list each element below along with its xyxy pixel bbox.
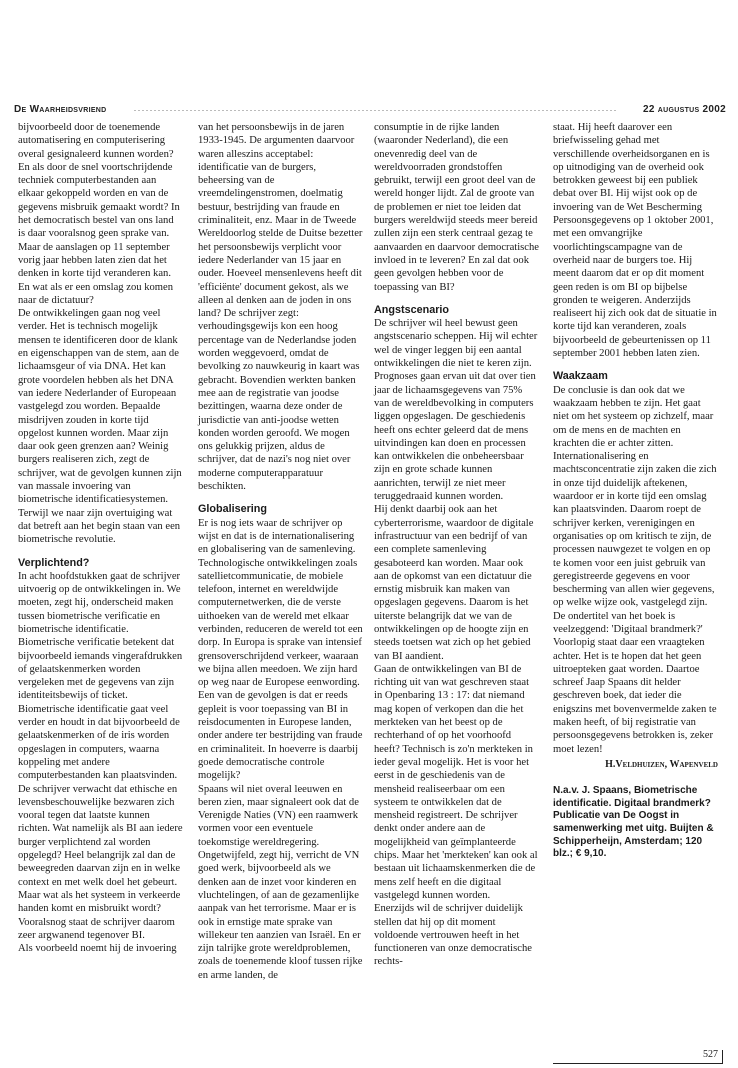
paragraph: Enerzijds wil de schrijver duidelijk stellen dat hij op dit moment voldoende vertrouwen heeft in het functioneren van onze democratische rechts- bbox=[374, 903, 532, 968]
paragraph: staat. Hij heeft daarover een briefwisseling gehad met verschillende overheidsorganen en is op uitnodiging van de overheid ook betrokken geweest bij een publiek debat over BI. Hij wijst ook op de invoering van de Wet Bescherming Persoonsgegevens op 1 oktober 2001, met een omvangrijke voorlichtingscampagne van de overheid naar de burgers toe. Hij meent daarom dat er op dit moment geen reden is om BI op bijbelse gronden te weigeren. Anderzijds realiseert hij zich ook dat de situatie in korte tijd kan veranderen, zoals bijvoorbeeld de gebeurtenissen op 11 september 2001 hebben laten zien. bbox=[553, 122, 717, 360]
footer-rule bbox=[553, 1063, 723, 1064]
section-heading: Verplichtend? bbox=[18, 556, 90, 569]
paragraph: De conclusie is dan ook dat we waakzaam hebben te zijn. Het gaat niet om het systeem op zichzelf, maar om de mens en de machten en krachten die er achter zitten. Internationalisering en machtsconcentratie zijn zaken die zich in onze tijd duidelijk aftekenen, waardoor er in korte tijd een omslag kan plaatsvinden. Daarom roept de schrijver kerken, verenigingen en organisaties op om kritisch te zijn, de processen nauwgezet te volgen en op te komen voor een juist gebruik van geregistreerde gegevens en voor bescherming van allen wier gegevens, op welke wijze ook, vastgelegd zijn. bbox=[553, 384, 717, 609]
issue-date: 22 augustus 2002 bbox=[642, 104, 726, 115]
section-heading: Waakzaam bbox=[553, 370, 608, 383]
paragraph: In acht hoofdstukken gaat de schrijver uitvoerig op de ontwikkelingen in. We moeten, zegt hij, onderscheid maken tussen biometrische verificatie en biometrische identificatie. Biometrische verificatie betekent dat bijvoorbeeld iemands vingerafdrukken of gelaatskenmerken worden vergeleken met de gegevens van zijn identiteitsbewijs of ticket. Biometrische identificatie gaat veel verder en houdt in dat bijvoorbeeld de gelaatskenmerken of de iris worden opgeslagen in computers, waarna koppeling met andere computerbestanden kan plaatsvinden. De schrijver verwacht dat ethische en levensbeschouwelijke bezwaren zich vooral tegen dat laatste kunnen richten. Wat namelijk als BI aan iedere burger verplichtend zal worden opgelegd? Heel belangrijk zal dan de beweegreden daarvan zijn en in welke context en met welk doel het gebeurt. Maar wat als het systeem in verkeerde handen komt en misbruikt wordt? Vooralsnog staat de schrijver daarom zeer argwanend tegenover BI. bbox=[18, 570, 183, 941]
section-heading: Angstscenario bbox=[374, 303, 449, 316]
header-rule bbox=[134, 110, 616, 111]
section-heading: Globalisering bbox=[198, 503, 267, 516]
column-3 bbox=[374, 121, 539, 969]
footer-tick bbox=[722, 1050, 723, 1064]
paragraph: Hij denkt daarbij ook aan het cyberterrorisme, waardoor de digitale infrastructuur van een bedrijf of van een complete samenleving gesaboteerd kan worden. Maar ook aan de opkomst van een dictatuur die ernstig misbruik kan maken van opgeslagen gegevens. Daarom is het uiterste belangrijk dat we van de ontwikkelingen op de hoogte zijn en steeds toetsen wat zich op het gebied van BI aandient. bbox=[374, 504, 534, 662]
paragraph: Spaans wil niet overal leeuwen en beren zien, maar signaleert ook dat de Verenigde Naties (VN) een raamwerk vormen voor een eventuele toekomstige wereldregering. Ongetwijfeld, zegt hij, verricht de VN goed werk, bijvoorbeeld als we denken aan de inzet voor kinderen en vluchtelingen, of aan de gezamenlijke aanpak van het terrorisme. Maar er is ook in ernstige mate sprake van willekeur ten aanzien van Israël. En er zijn talrijke grote wereldproblemen, zoals de toenemende kloof tussen rijke en arme landen, de bbox=[198, 783, 363, 981]
paragraph: consumptie in de rijke landen (waaronder Nederland), die een onevenredig deel van de wereldvoorraden grondstoffen gebruikt, terwijl een groot deel van de wereld honger lijdt. Zal de groote van de problemen er niet toe leiden dat burgers wereldwijd steeds meer bereid zullen zijn een sterk centraal gezag te aanvaarden en daarvoor democratische invloed in te leveren? En zal dat ook geen gevolgen hebben voor de toepassing van BI? bbox=[374, 122, 539, 293]
paragraph: Als voorbeeld noemt hij de invoering bbox=[18, 943, 177, 955]
paragraph: bijvoorbeeld door de toenemende automatisering en computerisering overal gesignaleerd kunnen worden? En als door de snel voortschrijdende techniek computerbestanden aan elkaar gekoppeld worden en van de gegevens misbruik gemaakt wordt? In het democratisch bestel van ons land is daar vooralsnog geen sprake van. Maar de aanslagen op 11 september vorig jaar hebben laten zien dat het denken in korte tijd veranderen kan. En wat als er een omslag zou komen naar de dictatuur? bbox=[18, 122, 180, 306]
paragraph: De ontwikkelingen gaan nog veel verder. Het is technisch mogelijk mensen te identificeren door de klank en eigenschappen van de stem, aan de lichaamsgeur of via DNA. Het kan grote voordelen hebben als het DNA van iedere Nederlander of Europeaan vastgelegd zou worden. Bepaalde misdrijven zouden in korte tijd opgelost kunnen worden. Maar zijn daar ook geen grenzen aan? Weinig burgers realiseren zich, zegt de schrijver, wat de gevolgen kunnen zijn van massale invoering van biometrische identificatiesystemen. Terwijl we naar zijn overtuiging wat dat betreft aan het begin staan van een biometrische revolutie. bbox=[18, 308, 182, 546]
column-1 bbox=[18, 121, 183, 955]
column-2 bbox=[198, 121, 363, 982]
paragraph: van het persoonsbewijs in de jaren 1933-1945. De argumenten daarvoor waren alleszins acceptabel: identificatie van de burgers, beheersing van de vreemdelingenstromen, doelmatig bestuur, bestrijding van fraude en criminaliteit, enz. Maar in de Tweede Wereldoorlog stelde de Duitse bezetter het persoonsbewijs verplicht voor iedere Nederlander van 15 jaar en ouder. Hoeveel mensenlevens heeft dit 'efficiënte' document gekost, als we alleen al denken aan de joden in ons land? De schrijver zegt: verhoudingsgewijs kon een hoog percentage van de Nederlandse joden worden weggevoerd, omdat de bevolking zo nauwkeurig in kaart was gebracht. Bovendien werkten banken mee aan de registratie van joodse bezittingen, waarna deze onder de jurisdictie van anti-joodse wetten konden worden geroofd. We mogen ons gelukkig prijzen, aldus de schrijver, dat de nazi's nog niet over moderne computerapparatuur beschikten. bbox=[198, 122, 363, 493]
book-reference: N.a.v. J. Spaans, Biometrische identificatie. Digitaal brandmerk? Publicatie van De Oogst in samenwerking met uitg. Buijten & Schipperheijn, Amsterdam; 120 blz.; € 9,10. bbox=[553, 785, 714, 860]
publication-name: De Waarheidsvriend bbox=[14, 104, 107, 115]
page-number: 527 bbox=[703, 1049, 718, 1060]
paragraph: Gaan de ontwikkelingen van BI de richting uit van wat geschreven staat in Openbaring 13 : 17: dat niemand mag kopen of verkopen dan die het merkteken van het beest op de rechterhand of op het voorhoofd heeft? Technisch is zo'n merkteken in ieder geval mogelijk. Het is voor het eerst in de geschiedenis van de mensheid realiseerbaar om een systeem te ontwikkelen dat de mensheid registreert. De schrijver denkt onder andere aan de mogelijkheid van geïmplanteerde chips. Maar het 'merkteken' kan ook al bestaan uit lichaamskenmerken die de mens zelf heeft en die digitaal vastgelegd kunnen worden. bbox=[374, 663, 538, 901]
paragraph: De schrijver wil heel bewust geen angstscenario scheppen. Hij wil echter wel de vinger leggen bij een aantal ontwikkelingen die niet te keren zijn. Prognoses gaan ervan uit dat over tien jaar de lichaamsgegevens van 75% van de wereldbevolking in computers liggen opgeslagen. De geschiedenis heeft ons echter geleerd dat de mens uitvindingen kan doen en processen kan ontwikkelen die onbeheersbaar zijn en grote schade kunnen aanrichten, terwijl ze niet meer teruggedraaid kunnen worden. bbox=[374, 318, 538, 503]
paragraph: Er is nog iets waar de schrijver op wijst en dat is de internationalisering en globalisering van de samenleving. Technologische ontwikkelingen zoals satellietcommunicatie, de mobiele telefoon, internet en wereldwijde computernetwerken, die de verste uithoeken van de wereld met elkaar verbinden, reduceren de wereld tot een dorp. In Europa is sprake van intensief grensoverschrijdend verkeer, waaraan we bijna allen meedoen. We zijn hard op weg naar de Europese eenwording. Een van de gevolgen is dat er reeds gepleit is voor toepassing van BI in reisdocumenten in Europese landen, onder andere ter bestrijding van fraude en criminaliteit. In hoeverre is daarbij goede democratische controle mogelijk? bbox=[198, 517, 363, 782]
paragraph: De ondertitel van het boek is veelzeggend: 'Digitaal brandmerk?' Voorlopig staat daar een vraagteken achter. Het is te hopen dat het geen uitroepteken gaat worden. Daartoe schreef Jaap Spaans dit helder geschreven boek, dat ieder die enigszins met bovenvermelde zaken te maken heeft, of bij registratie van persoonsgegevens betrokken is, zeker moet lezen! bbox=[553, 610, 717, 755]
running-header bbox=[14, 104, 726, 118]
column-4 bbox=[553, 121, 718, 861]
author-signature: H.Veldhuizen, Wapenveld bbox=[605, 758, 718, 770]
